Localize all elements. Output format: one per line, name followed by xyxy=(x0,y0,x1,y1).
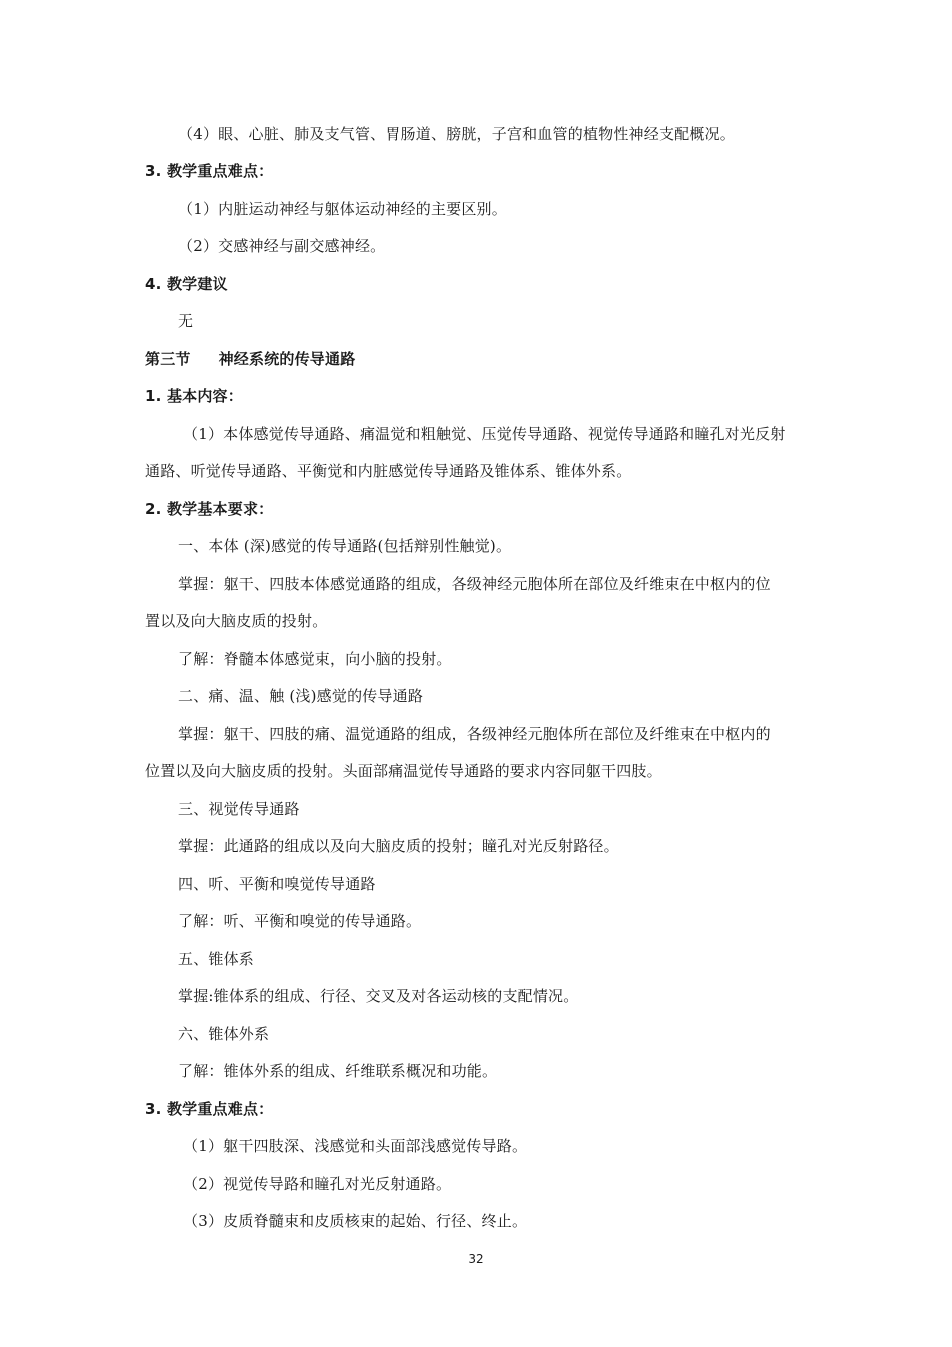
text-line: （1）内脏运动神经与躯体运动神经的主要区别。 xyxy=(178,200,507,218)
text-line: 置以及向大脑皮质的投射。 xyxy=(145,612,328,630)
text-line: 掌握：此通路的组成以及向大脑皮质的投射；瞳孔对光反射路径。 xyxy=(178,837,619,855)
text-line: 掌握:锥体系的组成、行径、交叉及对各运动核的支配情况。 xyxy=(178,987,579,1005)
text-line: 四、听、平衡和嗅觉传导通路 xyxy=(178,875,376,893)
text-line: 三、视觉传导通路 xyxy=(178,800,300,818)
text-line: 通路、听觉传导通路、平衡觉和内脏感觉传导通路及锥体系、锥体外系。 xyxy=(145,462,632,480)
text-line: 二、痛、温、触 (浅)感觉的传导通路 xyxy=(178,687,424,705)
text-line: （2）视觉传导路和瞳孔对光反射通路。 xyxy=(183,1175,452,1193)
text-line: 掌握：躯干、四肢的痛、温觉通路的组成，各级神经元胞体所在部位及纤维束在中枢内的 xyxy=(178,725,771,743)
heading-suggestions: 4. 教学建议 xyxy=(145,275,228,293)
heading-basic-requirements: 2. 教学基本要求： xyxy=(145,500,274,518)
text-line: 了解：脊髓本体感觉束，向小脑的投射。 xyxy=(178,650,452,668)
text-line: （1）躯干四肢深、浅感觉和头面部浅感觉传导路。 xyxy=(183,1137,528,1155)
heading-key-points: 3. 教学重点难点： xyxy=(145,162,274,180)
text-line: 五、锥体系 xyxy=(178,950,255,968)
heading-key-points-2: 3. 教学重点难点： xyxy=(145,1100,274,1118)
text-line: 了解：听、平衡和嗅觉的传导通路。 xyxy=(178,912,422,930)
section-number: 第三节 xyxy=(145,350,191,368)
text-line: 六、锥体外系 xyxy=(178,1025,270,1043)
text-line: 了解：锥体外系的组成、纤维联系概况和功能。 xyxy=(178,1062,498,1080)
text-line: 一、本体 (深)感觉的传导通路(包括辩别性触觉)。 xyxy=(178,537,512,555)
text-line: 位置以及向大脑皮质的投射。头面部痛温觉传导通路的要求内容同躯干四肢。 xyxy=(145,762,662,780)
text-line: （4）眼、心脏、肺及支气管、胃肠道、膀胱，子宫和血管的植物性神经支配概况。 xyxy=(178,125,735,143)
section-name: 神经系统的传导通路 xyxy=(218,350,356,368)
text-line: （2）交感神经与副交感神经。 xyxy=(178,237,386,255)
text-line: （3）皮质脊髓束和皮质核束的起始、行径、终止。 xyxy=(183,1212,528,1230)
heading-basic-content: 1. 基本内容： xyxy=(145,387,243,405)
text-line: （1）本体感觉传导通路、痛温觉和粗触觉、压觉传导通路、视觉传导通路和瞳孔对光反射 xyxy=(183,425,786,443)
text-line: 掌握：躯干、四肢本体感觉通路的组成，各级神经元胞体所在部位及纤维束在中枢内的位 xyxy=(178,575,771,593)
text-line: 无 xyxy=(178,312,194,330)
page-number: 32 xyxy=(468,1252,484,1266)
section-title xyxy=(145,349,845,369)
